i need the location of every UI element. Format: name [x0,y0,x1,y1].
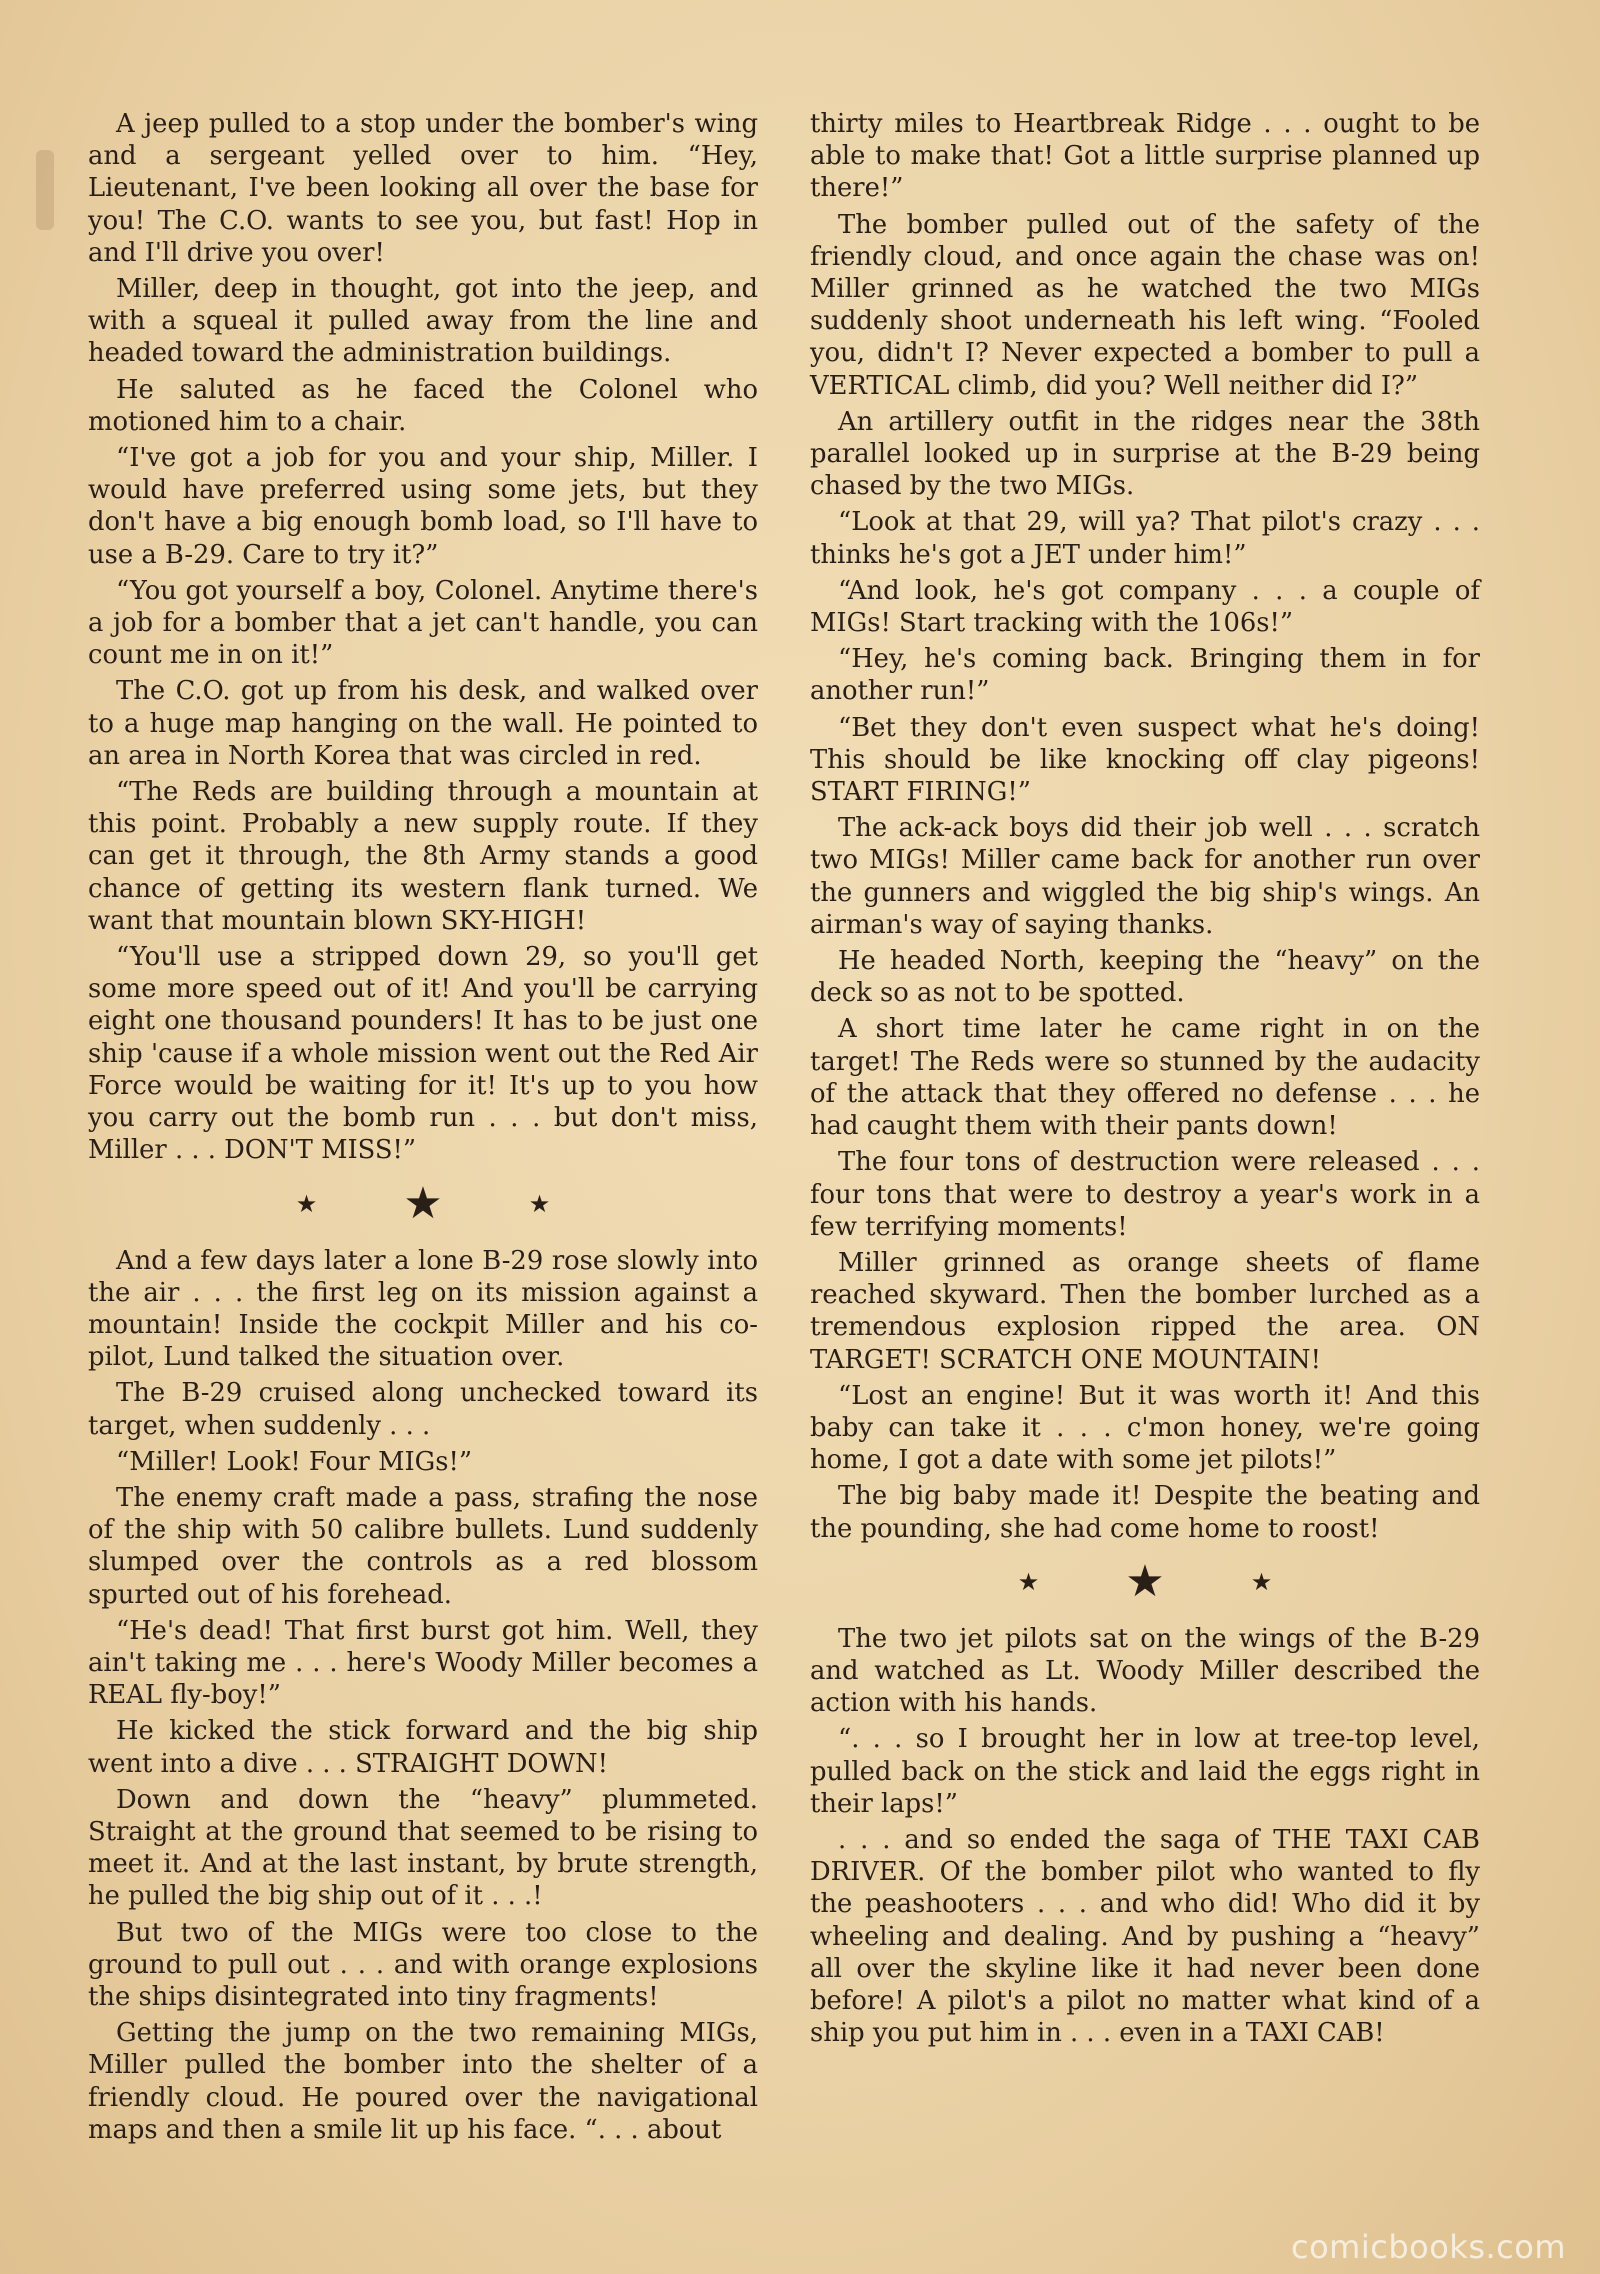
paragraph: The enemy craft made a pass, strafing the nose of the ship with 50 calibre bullets. Lund suddenly slumped over the controls as a red blossom spurted out of his forehead. [88,1482,758,1610]
paragraph: The four tons of destruction were released . . . four tons that were to destroy a year's work in a few terrifying moments! [810,1147,1480,1242]
paragraph: . . . and so ended the saga of THE TAXI CAB DRIVER. Of the bomber pilot who wanted to fly the peashooters . . . and who did! Who did it by wheeling and dealing. And by pushing a “heavy” all over the skyline like it had never been done before! A pilot's a pilot no matter what kind of a ship you put him in . . . even in a TAXI CAB! [810,1824,1480,2049]
paragraph: Miller, deep in thought, got into the jeep, and with a squeal it pulled away from the line and headed toward the administration buildings. [88,274,758,369]
paragraph: “. . . so I brought her in low at tree-top level, pulled back on the stick and laid the eggs right in their laps!” [810,1724,1480,1819]
paragraph: A short time later he came right in on the target! The Reds were so stunned by the audacity of the attack that they offered no defense . . . he had caught them with their pants down! [810,1014,1480,1142]
star-icon: ★ [403,1177,443,1229]
paragraph: The ack-ack boys did their job well . . . scratch two MIGs! Miller came back for another run over the gunners and wiggled the big ship's wings. An airman's way of saying thanks. [810,813,1480,940]
paragraph: The two jet pilots sat on the wings of the B-29 and watched as Lt. Woody Miller described the action with his hands. [810,1623,1480,1719]
paragraph: An artillery outfit in the ridges near the 38th parallel looked up in surprise at the B-29 being chased by the two MIGs. [810,406,1480,502]
paragraph: A jeep pulled to a stop under the bomber's wing and a sergeant yelled over to him. “Hey, Lieutenant, I've been looking all over the base for you! The C.O. wants to see you, but fast! Hop in and I'll drive you over! [88,109,758,268]
paragraph: “Bet they don't even suspect what he's doing! This should be like knocking off clay pigeons! START FIRING!” [810,712,1480,808]
paragraph: Getting the jump on the two remaining MIGs, Miller pulled the bomber into the shelter of a friendly cloud. He poured over the navigational maps and then a smile lit up his face. “. . . about [88,2018,758,2145]
paragraph: The C.O. got up from his desk, and walked over to a huge map hanging on the wall. He pointed to an area in North Korea that was circled in red. [88,676,758,771]
paragraph: But two of the MIGs were too close to the ground to pull out . . . and with orange explosions the ships disintegrated into tiny fragments! [88,1917,758,2012]
paragraph: And a few days later a lone B-29 rose slowly into the air . . . the first leg on its mission against a mountain! Inside the cockpit Miller and his co-pilot, Lund talked the situation over. [88,1245,758,1373]
paragraph: “He's dead! That first burst got him. Well, they ain't taking me . . . here's Woody Miller becomes a REAL fly-boy!” [88,1615,758,1711]
paragraph: “I've got a job for you and your ship, Miller. I would have preferred using some jets, but they don't have a big enough bomb load, so I'll have to use a B-29. Care to try it?” [88,443,758,570]
paragraph: The big baby made it! Despite the beating and the pounding, she had come home to roost! [810,1481,1480,1544]
paragraph: He saluted as he faced the Colonel who motioned him to a chair. [88,374,758,437]
star-icon: ★ [1125,1555,1165,1607]
paragraph: He headed North, keeping the “heavy” on the deck so as not to be spotted. [810,946,1480,1009]
section-divider [810,1553,1480,1611]
paragraph: The B-29 cruised along unchecked toward its target, when suddenly . . . [88,1378,758,1441]
page-edge-stain [36,150,54,230]
paragraph: “Look at that 29, will ya? That pilot's crazy . . . thinks he's got a JET under him!” [810,507,1480,570]
paragraph: “Lost an engine! But it was worth it! And this baby can take it . . . c'mon honey, we're going home, I got a date with some jet pilots!” [810,1380,1480,1476]
star-icon: ★ [1017,1567,1040,1596]
right-column [810,108,1480,2053]
left-column [88,108,758,2150]
paragraph: The bomber pulled out of the safety of the friendly cloud, and once again the chase was on! Miller grinned as he watched the two MIGs suddenly shoot underneath his left wing. “Fooled you, didn't I? Never expected a bomber to pull a VERTICAL climb, did you? Well neither did I?” [810,209,1480,401]
paragraph: “You'll use a stripped down 29, so you'll get some more speed out of it! And you'll be carrying eight one thousand pounders! It has to be just one ship 'cause if a whole mission went out the Red Air Force would be waiting for it! It's up to you how you carry out the bomb run . . . but don't miss, Miller . . . DON'T MISS!” [88,942,758,1166]
section-divider [88,1175,758,1233]
paragraph: “And look, he's got company . . . a couple of MIGs! Start tracking with the 106s!” [810,575,1480,639]
paragraph: “Hey, he's coming back. Bringing them in for another run!” [810,644,1480,707]
paragraph: Miller grinned as orange sheets of flame reached skyward. Then the bomber lurched as a tremendous explosion ripped the area. ON TARGET! SCRATCH ONE MOUNTAIN! [810,1247,1480,1375]
site-watermark: comicbooks.com [1290,2228,1566,2266]
paragraph: “The Reds are building through a mountain at this point. Probably a new supply route. If they can get it through, the 8th Army stands a good chance of getting its western flank turned. We want that mountain blown SKY-HIGH! [88,777,758,936]
star-icon: ★ [295,1189,318,1218]
star-icon: ★ [1250,1567,1273,1596]
paragraph: thirty miles to Heartbreak Ridge . . . ought to be able to make that! Got a little surprise planned up there!” [810,109,1480,204]
paragraph: Down and down the “heavy” plummeted. Straight at the ground that seemed to be rising to meet it. And at the last instant, by brute strength, he pulled the big ship out of it . . .! [88,1784,758,1912]
star-icon: ★ [528,1189,551,1218]
paragraph: “Miller! Look! Four MIGs!” [116,1446,473,1477]
paragraph: “You got yourself a boy, Colonel. Anytime there's a job for a bomber that a jet can't handle, you can count me in on it!” [88,575,758,671]
paragraph: He kicked the stick forward and the big ship went into a dive . . . STRAIGHT DOWN! [88,1716,758,1779]
